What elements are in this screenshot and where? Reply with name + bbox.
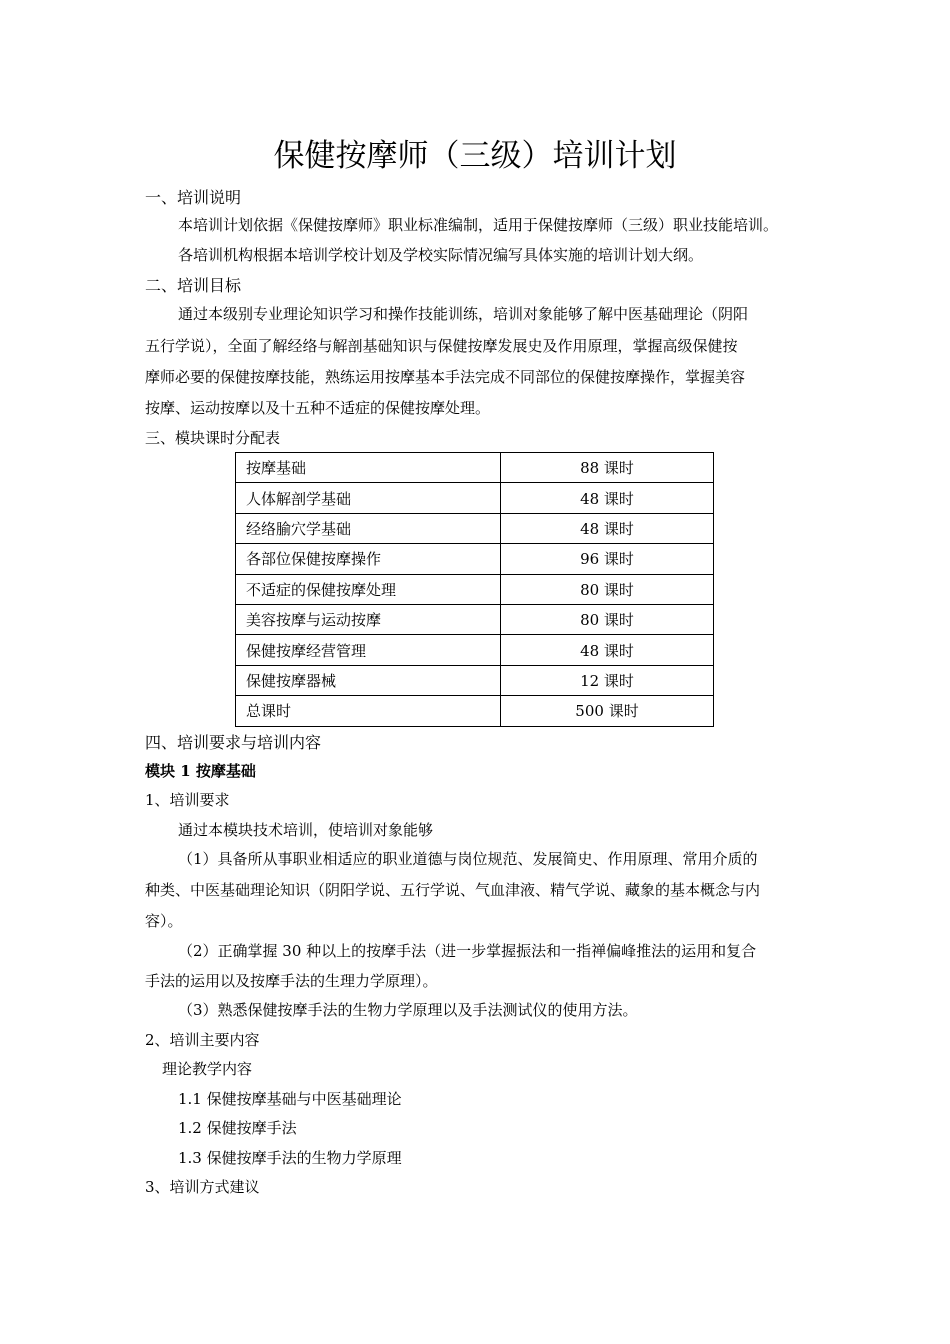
module-cell: 按摩基础 xyxy=(236,453,501,483)
module-cell: 美容按摩与运动按摩 xyxy=(236,604,501,634)
hours-cell: 12 课时 xyxy=(501,665,714,695)
section-2-line: 五行学说），全面了解经络与解剖基础知识与保健按摩发展史及作用原理，掌握高级保健按 xyxy=(145,337,738,355)
theory-item: 1.3 保健按摩手法的生物力学原理 xyxy=(178,1149,402,1167)
section-2-line: 摩师必要的保健按摩技能，熟练运用按摩基本手法完成不同部位的保健按摩操作，掌握美容 xyxy=(145,368,746,386)
module-cell: 不适症的保健按摩处理 xyxy=(236,574,501,604)
module-cell: 经络腧穴学基础 xyxy=(236,513,501,543)
hours-cell: 48 课时 xyxy=(501,513,714,543)
hours-cell: 88 课时 xyxy=(501,453,714,483)
theory-item: 1.2 保健按摩手法 xyxy=(178,1119,297,1137)
hours-cell: 48 课时 xyxy=(501,483,714,513)
module-hours-table xyxy=(235,452,714,727)
requirements-intro: 通过本模块技术培训，使培训对象能够 xyxy=(178,821,434,839)
method-heading: 3、培训方式建议 xyxy=(145,1178,260,1196)
section-3-heading: 三、模块课时分配表 xyxy=(145,429,281,447)
module-cell: 各部位保健按摩操作 xyxy=(236,544,501,574)
module-cell: 保健按摩经营管理 xyxy=(236,635,501,665)
requirements-heading: 1、培训要求 xyxy=(145,791,230,809)
page-title: 保健按摩师（三级）培训计划 xyxy=(273,138,677,174)
section-1-heading: 一、培训说明 xyxy=(145,188,242,207)
requirement-line: （3）熟悉保健按摩手法的生物力学原理以及手法测试仪的使用方法。 xyxy=(178,1001,638,1019)
hours-cell: 96 课时 xyxy=(501,544,714,574)
table-row xyxy=(236,544,714,574)
table-row xyxy=(236,604,714,634)
requirement-line: 种类、中医基础理论知识（阴阳学说、五行学说、气血津液、精气学说、藏象的基本概念与内 xyxy=(145,881,761,899)
theory-heading: 理论教学内容 xyxy=(162,1060,253,1078)
section-1-line: 本培训计划依据《保健按摩师》职业标准编制，适用于保健按摩师（三级）职业技能培训。 xyxy=(178,216,779,234)
module-cell: 保健按摩器械 xyxy=(236,665,501,695)
section-1-line: 各培训机构根据本培训学校计划及学校实际情况编写具体实施的培训计划大纲。 xyxy=(178,246,704,264)
module-cell: 人体解剖学基础 xyxy=(236,483,501,513)
hours-cell: 80 课时 xyxy=(501,574,714,604)
requirement-line: 手法的运用以及按摩手法的生理力学原理）。 xyxy=(145,972,438,990)
section-2-line: 通过本级别专业理论知识学习和操作技能训练，培训对象能够了解中医基础理论（阴阳 xyxy=(178,305,749,323)
table-row-total xyxy=(236,696,714,726)
content-heading: 2、培训主要内容 xyxy=(145,1031,260,1049)
module-cell: 总课时 xyxy=(236,696,501,726)
table-row xyxy=(236,483,714,513)
module-title: 模块 1 按摩基础 xyxy=(145,762,256,780)
table-row xyxy=(236,453,714,483)
section-4-heading: 四、培训要求与培训内容 xyxy=(145,733,322,752)
hours-cell: 500 课时 xyxy=(501,696,714,726)
section-2-heading: 二、培训目标 xyxy=(145,276,242,295)
hours-cell: 80 课时 xyxy=(501,604,714,634)
theory-item: 1.1 保健按摩基础与中医基础理论 xyxy=(178,1090,402,1108)
table-row xyxy=(236,665,714,695)
requirement-line: （1）具备所从事职业相适应的职业道德与岗位规范、发展简史、作用原理、常用介质的 xyxy=(178,850,758,868)
requirement-line: 容）。 xyxy=(145,912,183,930)
requirement-line: （2）正确掌握 30 种以上的按摩手法（进一步掌握振法和一指禅偏峰推法的运用和复合 xyxy=(178,942,757,960)
table-row xyxy=(236,635,714,665)
hours-cell: 48 课时 xyxy=(501,635,714,665)
table-row xyxy=(236,574,714,604)
table-row xyxy=(236,513,714,543)
section-2-line: 按摩、运动按摩以及十五种不适症的保健按摩处理。 xyxy=(145,399,491,417)
